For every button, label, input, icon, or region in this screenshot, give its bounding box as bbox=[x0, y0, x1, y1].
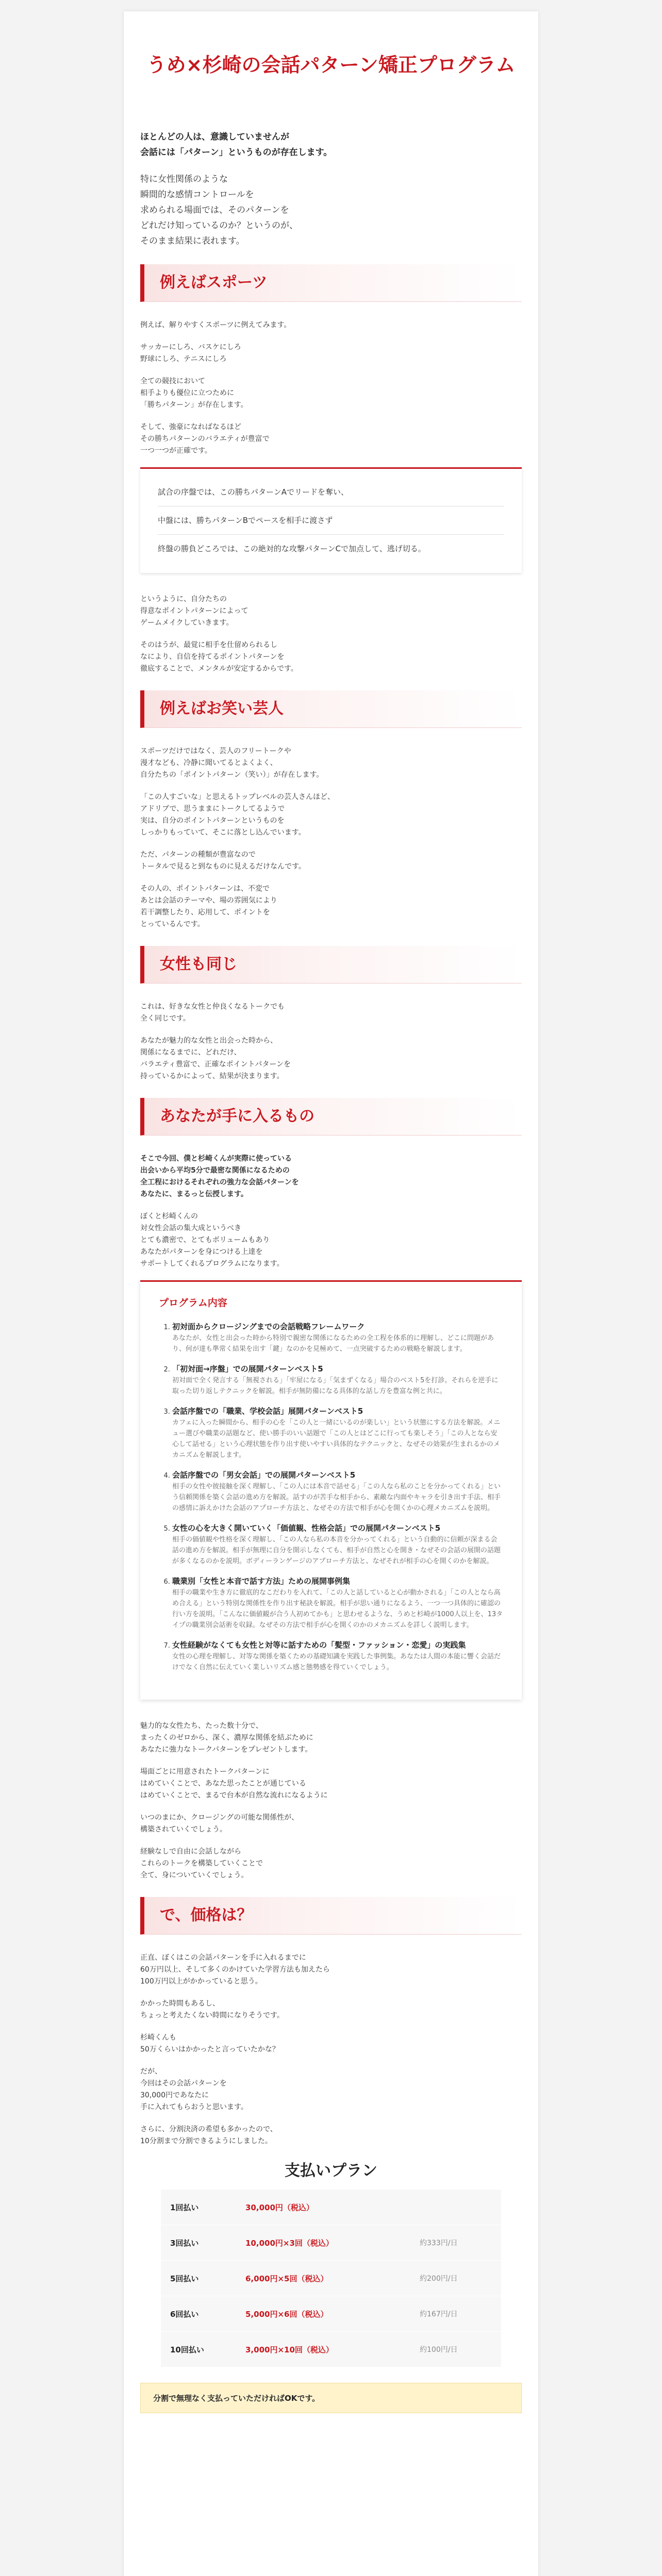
program-item-title: 6. 職業別「女性と本音で話す方法」ための展開事例集 bbox=[172, 1577, 351, 1586]
plan-title: 支払いプラン bbox=[285, 2162, 377, 2180]
program-item-desc: 相手の職業や生き方に徹底的なこだわりを入れて、「この人と話していると心が動かされる」「この人となら高め合える」という特別な関係性を作り出す秘訣を解説。相手が思い通りになるよう、一つ一つ具体的に確認の行い方を説明。「こんなに価値観が合う人初めてかも」と思わせるような、うめと杉崎が1000人以上を、13タイプの職業別会話術を収録。なぜその方法で相手が心を開くのかのメカニズムを詳しく説明します。 bbox=[172, 1589, 503, 1630]
paragraph: 「この人すごいな」と思えるトップレベルの芸人さんほど、 アドリブで、思うままにトークしてるようで 実は、自分のポイントパターンというものを しっかりもっていて、そこに落とし込んでいます。 bbox=[140, 793, 335, 837]
program-item bbox=[172, 1469, 503, 1514]
intro-lead: ほとんどの人は、意識していませんが 会話には「パターン」というものが存在します。 bbox=[140, 132, 333, 158]
plan-count: 5回払い bbox=[161, 2261, 236, 2296]
pattern-example-box bbox=[140, 467, 522, 573]
paragraph: 杉崎くんも 50万くらいはかかったと言っていたかな？ bbox=[140, 2033, 279, 2054]
page-content bbox=[124, 53, 538, 2413]
section-heading-comedy: 例えばお笑い芸人 bbox=[140, 690, 522, 728]
program-item bbox=[172, 1320, 503, 1354]
program-item-desc: 女性の心理を理解し、対等な関係を築くための基礎知識を実践した事例集。あなたは人間の本能に響く会話だけでなく自然に伝えていく業しいリズム感と態勢感を得ていくでしょう。 bbox=[172, 1653, 501, 1672]
plan-per-day: 約100円/日 bbox=[410, 2332, 501, 2367]
paragraph: いつのまにか、クロージングの可能な関係性が、 構築されていくでしょう。 bbox=[140, 1814, 299, 1834]
paragraph: あなたが魅力的な女性と出会った時から、 関係になるまでに、どれだけ、 バラエティ豊富で、正確なポイントパターンを 持っているかによって、結果が決まります。 bbox=[140, 1037, 291, 1081]
table-row bbox=[161, 2225, 501, 2261]
plan-price: 3,000円×10回（税込） bbox=[236, 2332, 410, 2367]
plan-price: 30,000円（税込） bbox=[236, 2190, 410, 2225]
pattern-line: 終盤の勝負どころでは、この絶対的な攻撃パターンCで加点して、逃げ切る。 bbox=[158, 544, 426, 554]
paragraph: そして、強豪になればなるほど その勝ちパターンのバラエティが豊富で 一つ一つが正確です。 bbox=[140, 423, 270, 455]
program-item bbox=[172, 1363, 503, 1397]
paragraph: そのはうが、最覚に相手を仕留められるし なにより、自信を持てるポイントパターンを 徹底することで、メンタルが安定するからです。 bbox=[140, 641, 298, 673]
plan-price: 10,000円×3回（税込） bbox=[236, 2225, 410, 2261]
table-row bbox=[161, 2332, 501, 2367]
program-item-desc: カフェに入った瞬間から、相手の心を「この人と一緒にいるのが楽しい」という状態にする方法を解説。メニュー選びや職業の話題など、使い勝手のいい話題で「この人とはどこに行っても楽しそう」「この人となら安心して話せる」という心理状態を作り出す使いやすい具体的なテクニックと、なぜその効果が生まれるかのメカニズムを解説します。 bbox=[172, 1419, 501, 1460]
program-list bbox=[159, 1320, 503, 1673]
paragraph: 正直、ぼくはこの会話パターンを手に入れるまでに 60万円以上、そして多くのかけていた学習方法も加えたら 100万円以上がかかっていると思う。 bbox=[140, 1954, 330, 1986]
pattern-line: 試合の序盤では、この勝ちパターンAでリードを奪い、 bbox=[158, 478, 504, 506]
plan-price: 6,000円×5回（税込） bbox=[236, 2261, 410, 2296]
program-item-desc: あなたが、女性と出会った時から特別で親密な関係になるための全工程を体系的に理解し、どこに問題があり、何が達も準常く結果を出す「鍵」なのかを見極めて、一点突破するための戦略を解説します。 bbox=[172, 1334, 494, 1353]
program-item bbox=[172, 1522, 503, 1567]
plan-per-day: 約200円/日 bbox=[410, 2261, 501, 2296]
paragraph: 魅力的な女性たち、たった数十分で、 まったくのゼロから、深く、濃厚な関係を結ぶために あなたに強力なトークパターンをプレゼントします。 bbox=[140, 1722, 313, 1754]
program-item-title: 7. 女性経験がなくても女性と対等に話すための「髪型・ファッション・恋愛」の実践集 bbox=[172, 1640, 466, 1650]
program-box bbox=[140, 1280, 522, 1700]
plan-per-day: 約333円/日 bbox=[410, 2225, 501, 2261]
plan-price: 5,000円×6回（税込） bbox=[236, 2296, 410, 2332]
section-heading-price: で、価格は？ bbox=[140, 1897, 522, 1935]
program-item-title: 4. 会話序盤での「男女会話」での展開パターンベスト5 bbox=[172, 1470, 356, 1480]
intro-body: 特に女性関係のような 瞬間的な感情コントロールを 求められる場面では、そのパターンを どれだけ知っているのか？というのが、 そのまま結果に表れます。 bbox=[140, 174, 298, 247]
plan-count: 1回払い bbox=[161, 2190, 236, 2225]
paragraph: ぼくと杉崎くんの 対女性会話の集大成というべき とても濃密で、とてもボリュームもあり あなたがパターンを身につける上達を サポートしてくれるプログラムになります。 bbox=[140, 1212, 284, 1268]
page bbox=[124, 11, 538, 2576]
program-item-desc: 相手の女性や彼接触を深く理解し、「この人には本音で話せる」「この人なら私のことを分かってくれる」という信頼関係を築く会話の進め方を解説。話すのが苦手な相手から、素敵な内面やキャラを引き出す手法、相手の感情に訴えかけた会話のアプローチ方法と、なぜその方法で相手が心を開くかの心理メカニズムを説明。 bbox=[172, 1483, 501, 1513]
paragraph: これは、好きな女性と仲良くなるトークでも 全く同じです。 bbox=[140, 1003, 285, 1023]
plan-count: 10回払い bbox=[161, 2332, 236, 2367]
installment-notice: 分割で無理なく支払っていただければOKです。 bbox=[140, 2383, 522, 2413]
payment-plan-table bbox=[161, 2190, 501, 2367]
program-item bbox=[172, 1639, 503, 1673]
program-item bbox=[172, 1405, 503, 1461]
paragraph: 全ての競技において 相手よりも優位に立つために 「勝ちパターン」が存在します。 bbox=[140, 377, 248, 410]
plan-per-day: 約167円/日 bbox=[410, 2296, 501, 2332]
paragraph: かかった時間もあるし、 ちょっと考えたくない時間になりそうです。 bbox=[140, 1999, 284, 2020]
program-item-desc: 相手の価値観や性格を深く理解し、「この人なら私の本音を分かってくれる」という自動的に信頼が深まる会話の進め方を解説。相手が無理に自分を開示しなくても、相手が自然と心を開き・なぜその会話の展開の話題が多くなるのかを説明。ボディーランゲージのアプローチ方法と、なぜそれが相手の心を開くのかを解説。 bbox=[172, 1536, 501, 1566]
plan-count: 3回払い bbox=[161, 2225, 236, 2261]
plan-count: 6回払い bbox=[161, 2296, 236, 2332]
paragraph: 例えば、解りやすくスポーツに例えてみます。 bbox=[140, 321, 291, 330]
program-item-title: 1. 初対面からクロージングまでの会話戦略フレームワーク bbox=[172, 1322, 365, 1332]
paragraph: さらに、分割決済の希望も多かったので、 10分割まで分割できるようにしました。 bbox=[140, 2125, 277, 2146]
paragraph: 経験なしで自由に会話しながら これらのトークを構築していくことで 全て、身についていくでしょう。 bbox=[140, 1848, 263, 1880]
section-heading-obtain: あなたが手に入るもの bbox=[140, 1098, 522, 1136]
program-item-title: 5. 女性の心を大きく開いていく「価値観、性格会話」での展開パターンベスト5 bbox=[172, 1523, 441, 1533]
table-row bbox=[161, 2296, 501, 2332]
pattern-line: 中盤には、勝ちパターンBでペースを相手に渡さず bbox=[158, 506, 504, 535]
page-title: うめ×杉崎の会話パターン矯正プログラム bbox=[146, 54, 516, 76]
table-row bbox=[161, 2190, 501, 2225]
program-title: プログラム内容 bbox=[159, 1297, 227, 1309]
plan-per-day bbox=[410, 2190, 501, 2225]
table-row bbox=[161, 2261, 501, 2296]
paragraph-lead: そこで今回、僕と杉崎くんが実際に使っている 出会いから平均5分で最密な関係になるための 全工程におけるそれぞれの強力な会話パターンを あなたに、まるっと伝授します。 bbox=[140, 1155, 299, 1199]
program-item-desc: 初対面で全く発言する「無視される」「牢屋になる」「気まずくなる」場合のベスト5を打診。それらを逆手に取った切り返しテクニックを解説。相手が無防備になる具体的な話し方を豊富な例と共に。 bbox=[172, 1377, 499, 1396]
program-item-title: 3. 会話序盤での「職業、学校会話」展開パターンベスト5 bbox=[172, 1406, 363, 1416]
paragraph: ただ、パターンの種類が豊富なので トータルで見ると到なものに見えるだけなんです。 bbox=[140, 851, 306, 871]
paragraph: スポーツだけではなく、芸人のフリートークや 漫才なども、冷静に聞いてるとよくよく、 自分たちの「ポイントパターン（笑い）」が存在します。 bbox=[140, 747, 324, 779]
paragraph: というように、自分たちの 得意なポイントパターンによって ゲームメイクしていきます。 bbox=[140, 595, 249, 628]
paragraph: その人の、ポイントパターンは、不変で あとは会話のテーマや、場の雰囲気により 若干調整したり、応用して、ポイントを とっているんです。 bbox=[140, 885, 277, 929]
program-item-title: 2. 「初対面→序盤」での展開パターンベスト5 bbox=[172, 1364, 323, 1374]
section-heading-women: 女性も同じ bbox=[140, 946, 522, 984]
paragraph: だが、 今回はその会話パターンを 30,000円であなたに 手に入れてもらおうと思います。 bbox=[140, 2067, 248, 2112]
paragraph: 場面ごとに用意されたトークパターンに はめていくことで、あなた思ったことが通じている はめていくことで、まるで台本が自然な流れになるように bbox=[140, 1768, 328, 1800]
paragraph: サッカーにしろ、バスケにしろ 野球にしろ、テニスにしろ bbox=[140, 343, 241, 364]
program-item bbox=[172, 1575, 503, 1631]
section-heading-sports: 例えばスポーツ bbox=[140, 264, 522, 302]
